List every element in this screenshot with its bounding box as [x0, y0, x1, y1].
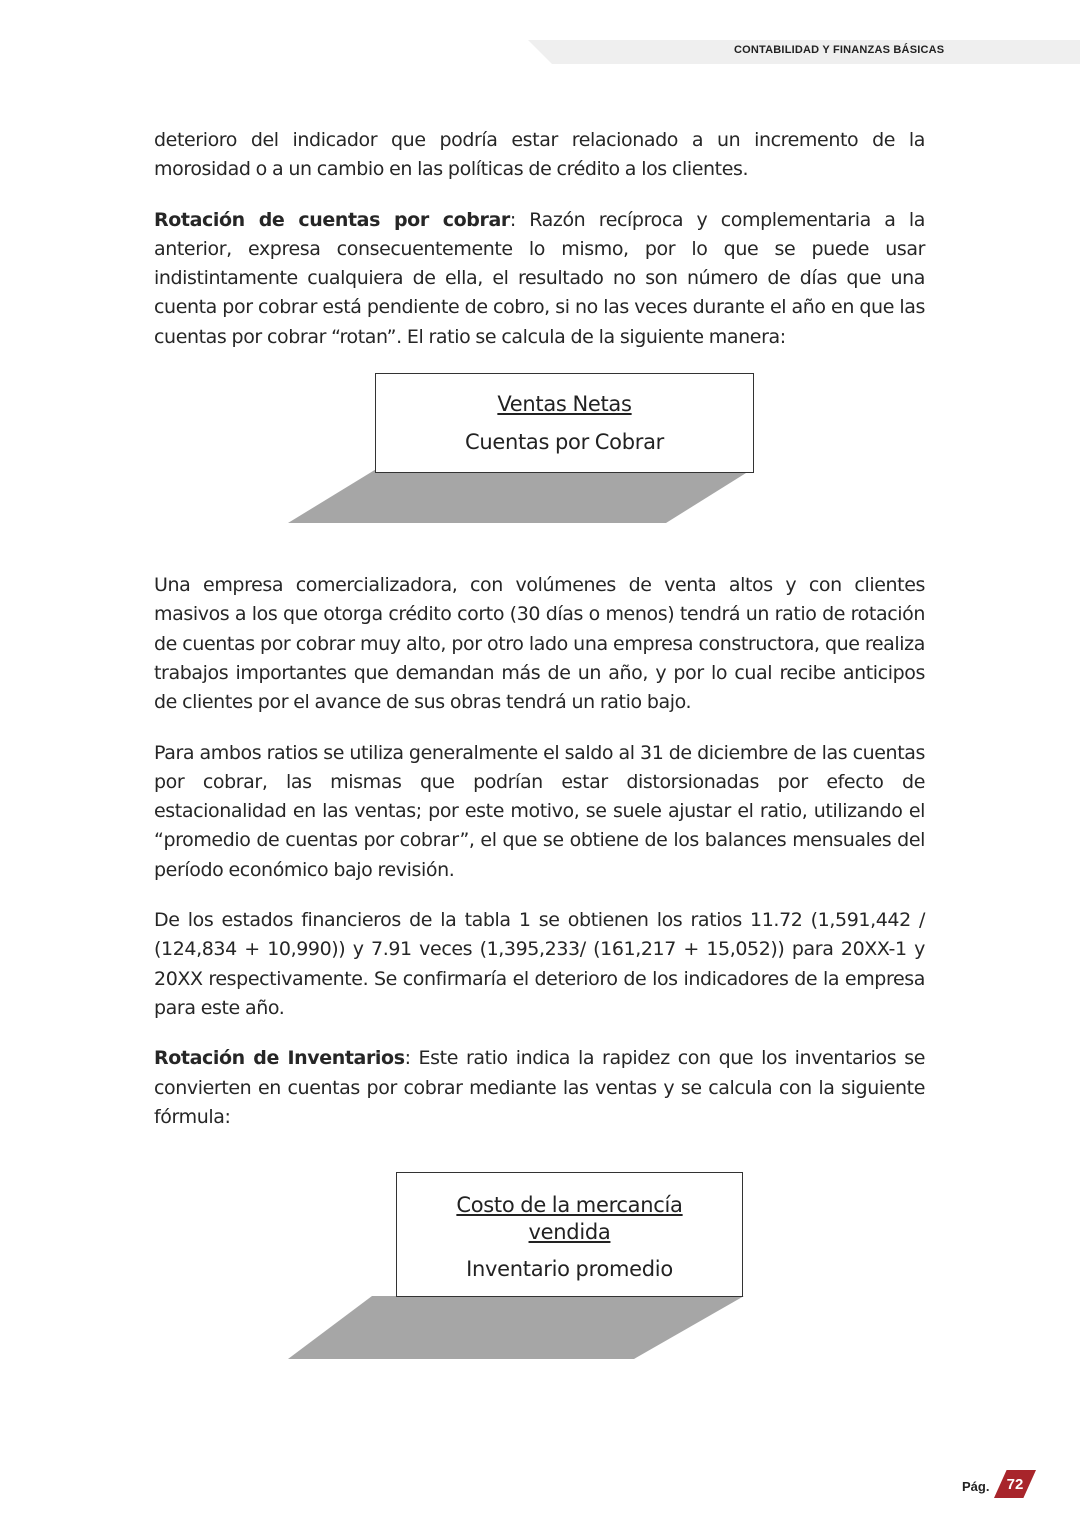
paragraph-5: De los estados financieros de la tabla 1 se obtienen los ratios 11.72 (1,591,442 / (124,834 + 10,990)) y 7.91 veces (1,395,233/ (161,217 + 15,052)) para 20XX-1 y 20XX respectivamente. Se confirmaría el deterioro de los indicadores de la empresa para este año. — [154, 909, 925, 1019]
formula-numerator: Ventas Netas — [497, 392, 632, 417]
formula-box — [375, 373, 754, 473]
term-rotacion-cuentas: Rotación de cuentas por cobrar — [154, 208, 510, 231]
formula-box — [396, 1172, 743, 1297]
paragraph-3: Una empresa comercializadora, con volúmenes de venta altos y con clientes masivos a los que otorga crédito corto (30 días o menos) tendrá un ratio de rotación de cuentas por cobrar muy alto, por otro lado una empresa constructora, que realiza trabajos importantes que demandan más de un año, y por lo cual recibe anticipos de clientes por el avance de sus obras tendrá un ratio bajo. — [154, 574, 925, 714]
formula-ventas-cuentas — [154, 373, 925, 549]
page-label: Pág. — [962, 1479, 990, 1494]
formula-shadow — [288, 468, 758, 524]
paragraph-2-text: : Razón recíproca y complementaria a la anterior, expresa consecuentemente lo mismo, por lo que se puede usar indistintamente cualquiera de ella, el resultado no son número de días que una cuenta por cobrar está pendiente de cobro, si no las veces durante el año en que las cuentas por cobrar “rotan”. El ratio se calcula de la siguiente manera: — [154, 208, 925, 348]
page-content — [154, 126, 925, 1414]
paragraph-2 — [154, 206, 925, 352]
paragraph-1: deterioro del indicador que podría estar relacionado a un incremento de la morosidad o a un cambio en las políticas de crédito a los clientes. — [154, 129, 925, 181]
paragraph-6-text: : Este ratio indica la rapidez con que los inventarios se convierten en cuentas por cobrar mediante las ventas y se calcula con la siguiente fórmula: — [154, 1047, 925, 1128]
term-rotacion-inventarios: Rotación de Inventarios — [154, 1047, 405, 1070]
formula-numerator-line2: vendida — [528, 1220, 611, 1245]
formula-shadow — [288, 1296, 748, 1360]
paragraph-4: Para ambos ratios se utiliza generalmente el saldo al 31 de diciembre de las cuentas por cobrar, las mismas que podrían estar distorsionadas por efecto de estacionalidad en las ventas; por este motivo, se suele ajustar el ratio, utilizando el “promedio de cuentas por cobrar”, el que se obtiene de los balances mensuales del período económico bajo revisión. — [154, 741, 925, 881]
running-header: CONTABILIDAD Y FINANZAS BÁSICAS — [734, 44, 945, 56]
formula-numerator-line1: Costo de la mercancía — [456, 1193, 683, 1218]
paragraph-6 — [154, 1044, 925, 1132]
formula-denominator: Cuentas por Cobrar — [465, 430, 664, 455]
formula-denominator: Inventario promedio — [466, 1257, 673, 1282]
page-number: 72 — [1006, 1476, 1024, 1493]
formula-costo-inventario — [154, 1172, 925, 1392]
